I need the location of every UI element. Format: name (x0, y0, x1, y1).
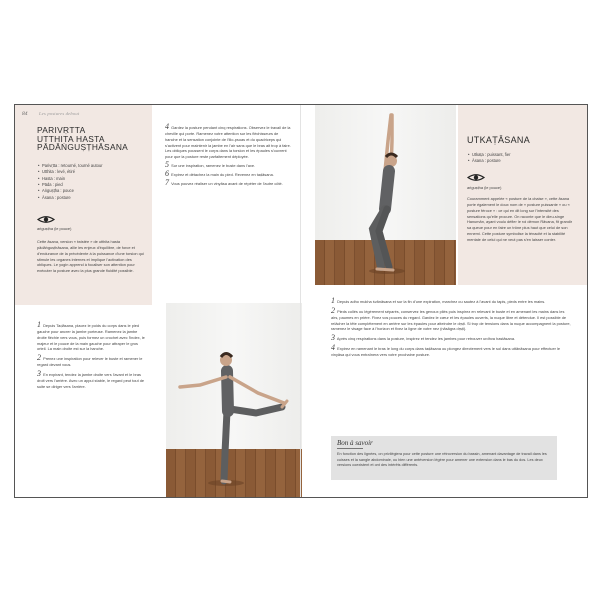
step-number: 2 (331, 305, 335, 315)
running-head: Les postures debout (39, 111, 80, 116)
step-number: 1 (331, 296, 335, 305)
left-page (15, 105, 301, 497)
tip-box-rule (337, 448, 363, 449)
step-number: 6 (165, 169, 169, 179)
step-text: En expirant, tendez la jambe droite vers l'avant et le bras droit vers l'arrière. Avec un appui stable, le regard peut tout de suite se diriger vers l'arrière. (37, 372, 145, 389)
step-number: 7 (165, 177, 169, 187)
right-glossary (467, 152, 582, 165)
glossary-item: • Utthita : levé, étiré (42, 169, 154, 175)
step-item (165, 160, 291, 170)
step-text: Depuis Taḍāsana, placez le poids du corps dans le pied gauche pour ancrer la jambe porteuse. Ramenez la jambe droite fléchie vers vous, puis formez un crochet avec l'index, le majeur et le pouce de la main gauche pour attraper le gros orteil. La main droite est sur la hanche. (37, 323, 145, 352)
pose-photo-chair (315, 105, 456, 285)
left-pose-title: PARIVṚTTA UTTHITA HASTA PĀDĀṄGUṢṬHĀSANA (37, 125, 129, 153)
step-item (37, 320, 145, 352)
right-focal-point: aṅguṣṭha (le pouce) (467, 185, 502, 190)
step-item (331, 343, 571, 358)
book-spread (14, 104, 588, 498)
left-focal-point: aṅguṣṭha (le pouce) (37, 226, 72, 231)
step-item (331, 333, 571, 343)
right-steps (331, 296, 571, 358)
right-page (301, 105, 587, 497)
step-number: 1 (37, 320, 41, 329)
step-number: 4 (165, 122, 169, 131)
step-text: Expirez et détachez la main du pied. Revenez en taḍāsana. (171, 172, 274, 178)
step-number: 2 (37, 353, 41, 363)
step-item (331, 305, 571, 332)
step-item (37, 353, 145, 368)
step-item (37, 369, 145, 390)
step-number: 4 (331, 343, 335, 353)
step-item (331, 296, 571, 305)
step-text: Expirez en ramenant le bras le long du corps dans taḍāsana ou plongez directement vers le sol dans uttānāsana pour effectuer le vinyāsa qui vous entraînera vers votre prochaine posture. (331, 346, 561, 358)
right-intro-text: Couramment appelée « posture de la chaise », cette āsana porte également le doux nom de « posture puissante » ou « posture féroce » : ce qui en dit long sur l'intensité des sensations qu'elle procure. On raconte que le dieu-singe Hanumān, ayant voulu défier le roi démon Rāvana, fit grandir sa queue pour en faire un trône plus haut que celui de son ennemi. Cette posture symbolise la ténacité et la stabilité mentale de celui qui ne veut pas s'en laisser conter. (467, 196, 573, 243)
left-glossary (37, 163, 154, 201)
step-item (165, 177, 291, 187)
step-item (165, 169, 291, 179)
glossary-item: • Āsana : posture (472, 158, 582, 164)
left-steps-top (165, 122, 291, 187)
pose-photo-twist (166, 303, 302, 497)
glossary-item: • Āsana : posture (42, 195, 154, 201)
left-intro-text: Cette āsana, version « twistée » de utthita hasta pādāṅguṣṭhāsana, allie les enjeux d'équilibre, de force et d'endurance de la précédente à la puissance d'une torsion qui stimule les organes internes et implique l'activation des obliques. Le yogin apprend à focaliser son attention pour exécuter la posture avec la plus grande fluidité possible. (37, 239, 144, 274)
page-number-left: 84 (22, 111, 28, 117)
eye-icon (37, 215, 55, 224)
yoga-figure-twist (166, 303, 302, 497)
glossary-item: • Pāda : pied (42, 182, 154, 188)
right-info-panel (458, 105, 587, 285)
step-item (165, 122, 291, 160)
step-text: Sur une inspiration, ramenez le buste dans l'axe. (171, 163, 256, 169)
eye-icon (467, 173, 485, 182)
step-number: 3 (331, 333, 335, 343)
tip-box-text: En fonction des lignées, on privilégiera pour cette posture une rétroversion du bassin, amenant davantage de travail dans les cuisses et la sangle abdominale, ou bien une antéversion légère pour amener une extension dans le bas du dos. Les deux versions coexistent et ont des intérêts différents. (337, 452, 547, 468)
step-text: Gardez la posture pendant cinq respirations. Observez le travail de la cheville qui porte. Ramenez votre attention sur les fléchisseurs de hanche et la sensation conjointe de l'ilio-psoas et du quadriceps qui s'activent pour maintenir la jambe en l'air sans que le bras ait trop à faire. Les obliques poussent le corps dans la torsion et les épaules s'ouvrent pour que la posture reste parfaitement déployée. (165, 125, 291, 160)
step-number: 5 (165, 160, 169, 170)
yoga-figure-chair (315, 105, 456, 285)
step-number: 3 (37, 369, 41, 379)
step-text: Prenez une inspiration pour relever le buste et ramener le regard devant vous. (37, 356, 143, 368)
step-text: Pieds collés ou légèrement séparés, conservez les genoux pliés puis inspirez en relevant le buste et en amenant les mains dans les airs, paumes en prière. Fixez vos pouces du regard. Gardez le cœur et les épaules ouverts, la nuque libre et détendue. Il est possible de relâcher la tête complètement en arrière sur les épaules pour atteindre le dṛṣṭi. Si trop de tensions dans la nuque accompagnent la posture, ramenez le visage face à l'horizon et fixez la ligne de votre nez (nāsāgra dṛṣṭi). (331, 308, 571, 332)
right-pose-title: UTKAṬĀSANA (467, 135, 531, 145)
step-text: Après cinq respirations dans la posture, inspirez et tendez les jambes pour retrouver urdhva hastāsana. (336, 336, 516, 342)
glossary-item: • Hasta : main (42, 176, 154, 182)
glossary-item: • Aṅguṣṭha : pouce (42, 188, 154, 194)
tip-box-title: Bon à savoir (337, 439, 373, 447)
step-text: Depuis adho mukha śvānāsana et sur la fin d'une expiration, marchez ou sautez à l'avant du tapis, pieds entre les mains. (337, 299, 546, 304)
tip-box (331, 436, 557, 480)
glossary-item: • Parivṛtta : retourné, tourné autour (42, 163, 154, 169)
left-steps-bottom (37, 320, 145, 390)
glossary-item: • Utkaṭa : puissant, fier (472, 152, 582, 158)
step-text: Vous pouvez réaliser un vinyāsa avant de répéter de l'autre côté. (171, 180, 283, 186)
